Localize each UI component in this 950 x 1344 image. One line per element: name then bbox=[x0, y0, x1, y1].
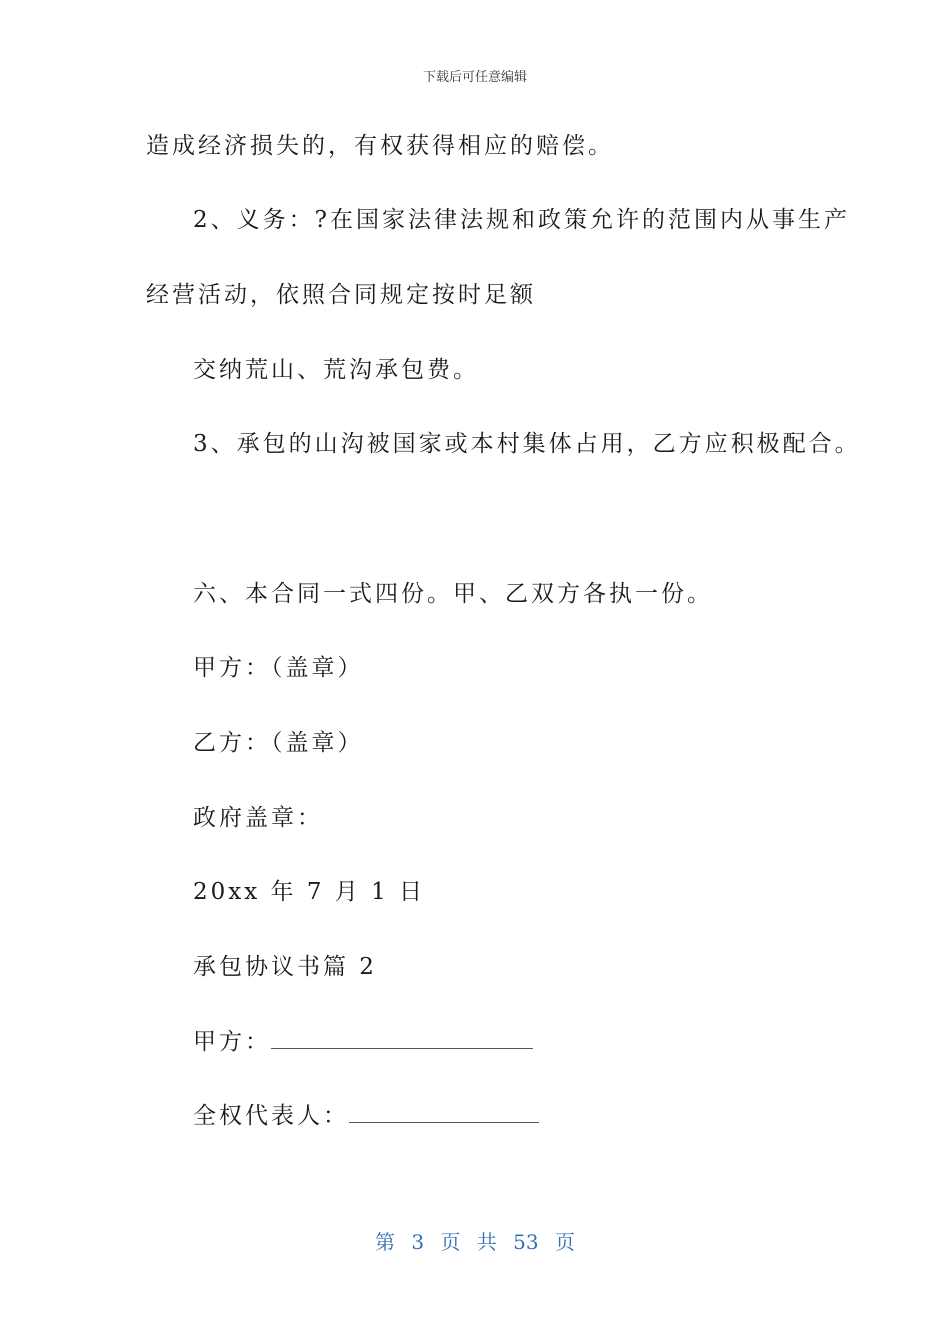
representative-blank bbox=[349, 1102, 539, 1123]
party-a-seal-line: 甲方：（盖章） bbox=[193, 655, 364, 681]
representative-label: 全权代表人： bbox=[193, 1103, 349, 1129]
date-line: 20xx 年 7 月 1 日 bbox=[193, 879, 426, 905]
representative-field bbox=[193, 1101, 539, 1131]
page-number: 第 3 页 共 53 页 bbox=[375, 1230, 575, 1254]
party-a-field bbox=[193, 1027, 533, 1057]
paragraph-line: 2、义务：?在国家法律法规和政策允许的范围内从事生产 bbox=[193, 207, 850, 233]
paragraph-line: 造成经济损失的，有权获得相应的赔偿。 bbox=[146, 133, 614, 159]
party-a-blank bbox=[271, 1028, 533, 1049]
government-seal-line: 政府盖章： bbox=[193, 805, 323, 831]
party-b-seal-line: 乙方：（盖章） bbox=[193, 730, 364, 756]
paragraph-line: 经营活动，依照合同规定按时足额 bbox=[146, 282, 536, 308]
paragraph-line: 交纳荒山、荒沟承包费。 bbox=[193, 357, 479, 383]
paragraph-line: 六、本合同一式四份。甲、乙双方各执一份。 bbox=[193, 581, 713, 607]
section-title: 承包协议书篇 2 bbox=[193, 954, 377, 980]
paragraph-line: 3、承包的山沟被国家或本村集体占用，乙方应积极配合。 bbox=[193, 431, 861, 457]
page-header: 下载后可任意编辑 bbox=[422, 70, 527, 85]
party-a-label: 甲方： bbox=[193, 1029, 271, 1055]
